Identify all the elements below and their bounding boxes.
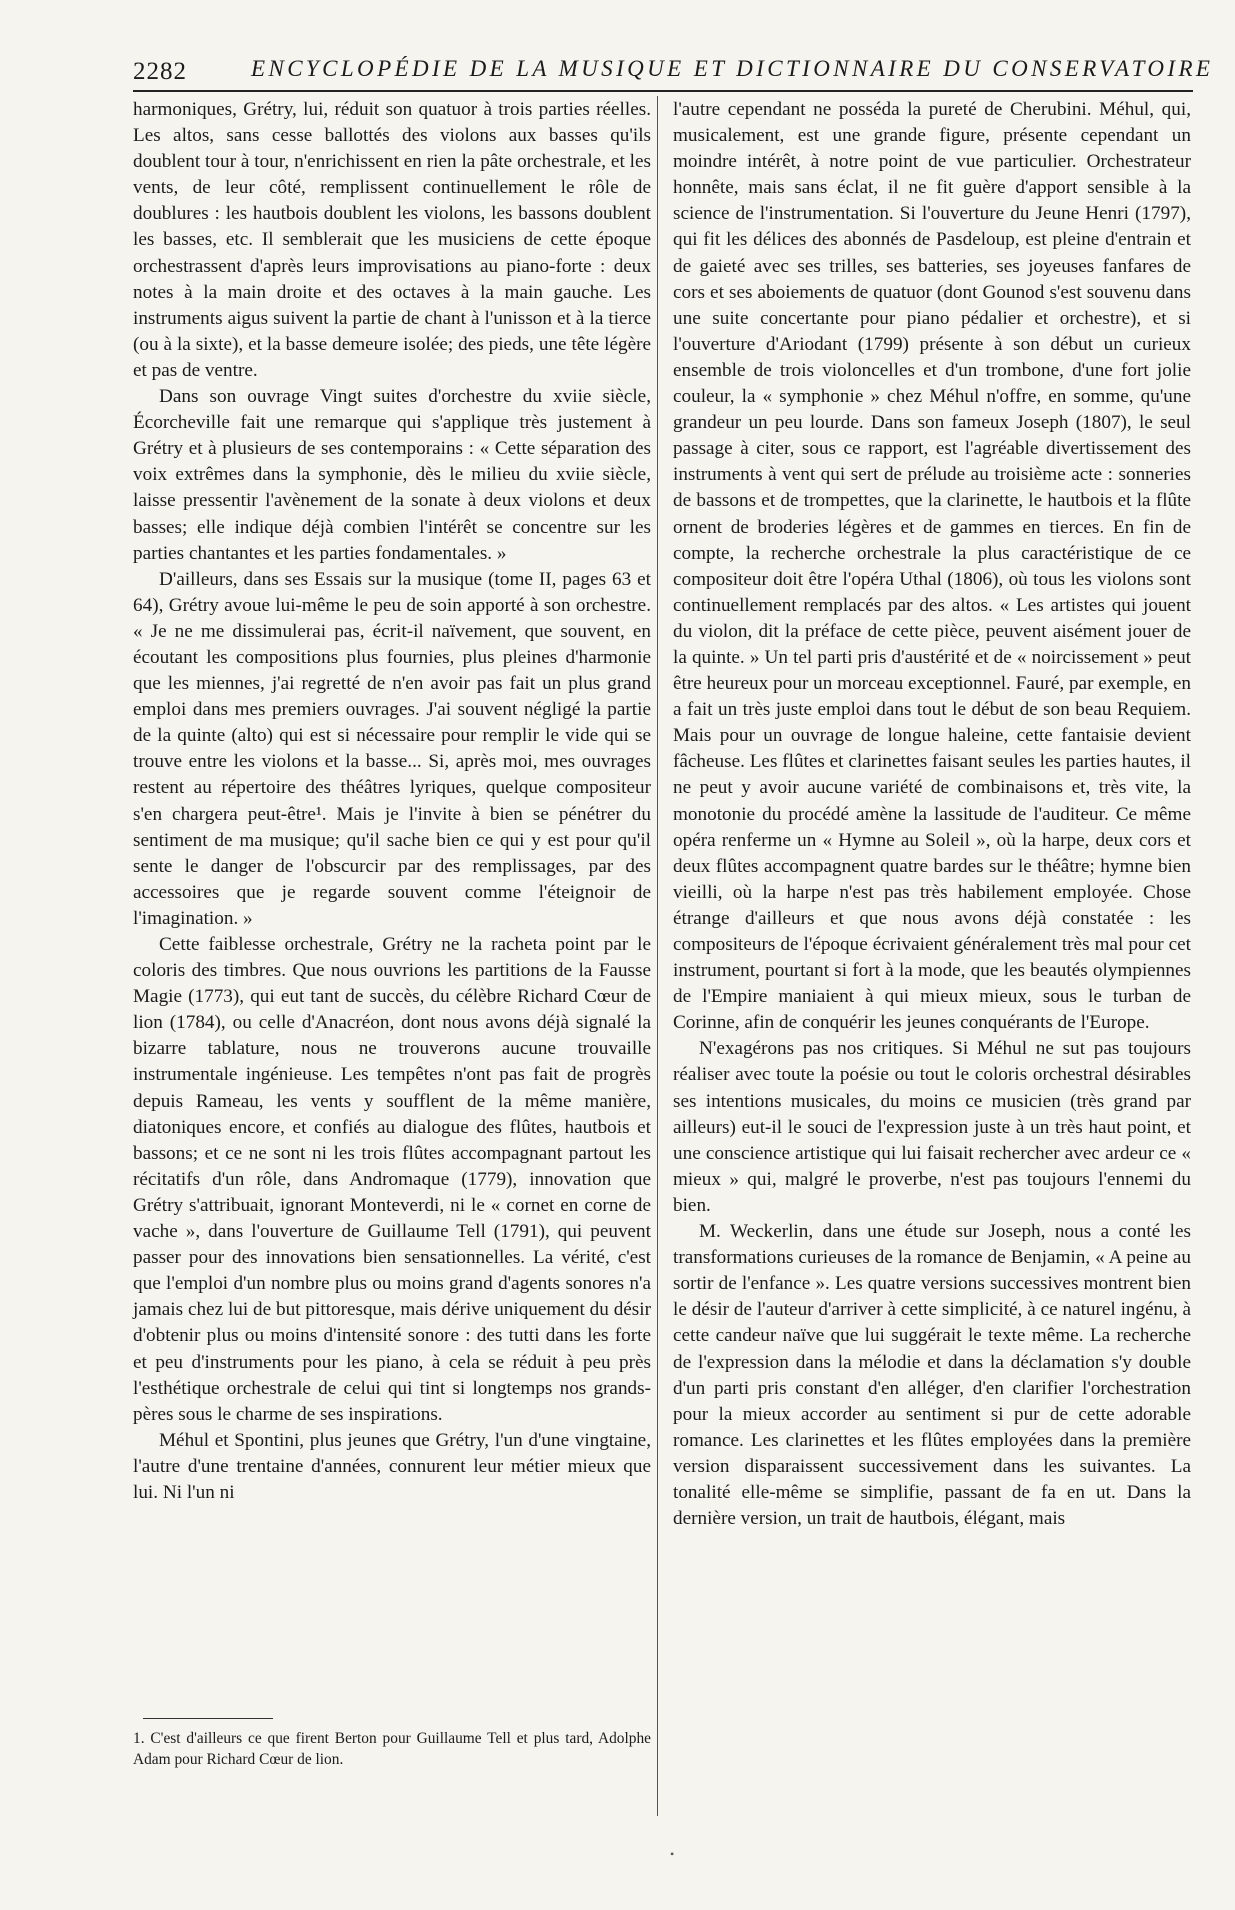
page-number: 2282 — [133, 58, 187, 85]
paragraph: Méhul et Spontini, plus jeunes que Grétry, l'un d'une vingtaine, l'autre d'une trentaine d'années, connurent leur métier mieux que lui. Ni l'un ni — [133, 1429, 651, 1503]
paragraph: Dans son ouvrage Vingt suites d'orchestre du xviie siècle, Écorcheville fait une remarque qui s'applique très justement à Grétry et à plusieurs de ses contemporains : « Cette séparation des voix extrêmes dans la symphonie, dès le milieu du xviie siècle, laisse pressentir l'avènement de la sonate à deux violons et deux basses; elle indique déjà combien l'intérêt se concentre sur les parties chantantes et les parties fondamentales. » — [133, 386, 651, 564]
paragraph: D'ailleurs, dans ses Essais sur la musique (tome II, pages 63 et 64), Grétry avoue lui-même le peu de soin apporté à son orchestre. « Je ne me dissimulerai pas, écrit-il naïvement, que souvent, en écoutant les compositions plus fournies, plus pleines d'harmonie que les miennes, j'ai regretté de n'en avoir pas fait un plus grand emploi dans mes premiers ouvrages. J'ai souvent négligé la partie de la quinte (alto) qui est si nécessaire pour remplir le vide qui se trouve entre les violons et la basse... Si, après moi, mes ouvrages restent au répertoire des théâtres lyriques, quelque compositeur s'en chargera peut-être¹. Mais je l'invite à bien se pénétrer du sentiment de ma musique; qu'il sache bien ce qui y est pour qu'il sente le danger de l'obscurcir par des remplissages, par des accessoires que je regarde souvent comme l'éteignoir de l'imagination. » — [133, 568, 651, 929]
right-column — [673, 97, 1191, 1532]
running-header — [133, 56, 1214, 92]
running-title: ENCYCLOPÉDIE DE LA MUSIQUE ET DICTIONNAIRE DU CONSERVATOIRE — [251, 56, 1214, 81]
page-mark: • — [670, 1847, 675, 1861]
paragraph: Cette faiblesse orchestrale, Grétry ne la racheta point par le coloris des timbres. Que nous ouvrions les partitions de la Fausse Magie (1773), qui eut tant de succès, du célèbre Richard Cœur de lion (1784), ou celle d'Anacréon, dont nous avons déjà signalé la bizarre tablature, nous ne trouverons aucune trouvaille instrumentale ingénieuse. Les tempêtes n'ont pas fait de progrès depuis Rameau, les vents y soufflent de la même manière, diatoniques encore, et confiés au dialogue des flûtes, hautbois et bassons; et ce ne sont ni les trois flûtes accompagnant partout les récitatifs d'un rôle, dans Andromaque (1779), innovation que Grétry s'attribuait, ignorant Monteverdi, ni le « cornet en corne de vache », dans l'ouverture de Guillaume Tell (1791), qui peuvent passer pour des innovations bien sensationnelles. La vérité, c'est que l'emploi d'un nombre plus ou moins grand d'agents sonores n'a jamais chez lui de but pittoresque, mais dérive uniquement du désir d'obtenir plus ou moins d'intensité sonore : des tutti dans les forte et peu d'instruments pour les piano, à cela se réduit à peu près l'esthétique orchestrale de celui qui tint si longtemps nos grands-pères sous le charme de ses inspirations. — [133, 934, 651, 1425]
footnote: 1. C'est d'ailleurs ce que firent Berton pour Guillaume Tell et plus tard, Adolphe Adam pour Richard Cœur de lion. — [133, 1730, 651, 1768]
paragraph: harmoniques, Grétry, lui, réduit son quatuor à trois parties réelles. Les altos, sans cesse ballottés des violons aux basses qu'ils doublent tour à tour, n'enrichissent en rien la pâte orchestrale, et les vents, de leur côté, remplissent continuellement le rôle de doublures : les hautbois doublent les violons, les bassons doublent les basses, etc. Il semblerait que les musiciens de cette époque orchestrassent d'après leurs improvisations au piano-forte : deux notes à la main droite et des octaves à la main gauche. Les instruments aigus suivent la partie de chant à l'unisson et à la tierce (ou à la sixte), et la basse demeure isolée; des pieds, une tête légère et pas de ventre. — [133, 99, 651, 381]
footnote-rule — [143, 1718, 273, 1719]
left-column — [133, 97, 651, 1506]
paragraph: M. Weckerlin, dans une étude sur Joseph, nous a conté les transformations curieuses de la romance de Benjamin, « A peine au sortir de l'enfance ». Les quatre versions successives montrent bien le désir de l'auteur d'arriver à cette simplicité, à ce naturel ingénu, à cette candeur naïve que lui suggérait le texte même. La recherche de l'expression dans la mélodie et dans la déclamation s'y double d'un parti pris constant d'en alléger, d'en clarifier l'orchestration pour la mieux accorder au sentiment si pur de cette adorable romance. Les clarinettes et les flûtes employées dans la première version disparaissent successivement dans les suivantes. La tonalité elle-même se simplifie, passant de fa en ut. Dans la dernière version, un trait de hautbois, élégant, mais — [673, 1221, 1191, 1530]
column-divider — [657, 96, 658, 1816]
paragraph: N'exagérons pas nos critiques. Si Méhul ne sut pas toujours réaliser avec toute la poésie ou tout le coloris orchestral désirables ses intentions musicales, du moins ce musicien (très grand par ailleurs) eut-il le souci de l'expression juste à un très haut point, et une conscience artistique qui lui faisait rechercher avec ardeur ce « mieux » qui, malgré le proverbe, n'est pas toujours l'ennemi du bien. — [673, 1038, 1191, 1216]
paragraph: l'autre cependant ne posséda la pureté de Cherubini. Méhul, qui, musicalement, est une grande figure, présente cependant un moindre intérêt, à notre point de vue particulier. Orchestrateur honnête, mais sans éclat, il ne fit guère d'apport sensible à la science de l'instrumentation. Si l'ouverture du Jeune Henri (1797), qui fit les délices des abonnés de Pasdeloup, est pleine d'entrain et de gaieté avec ses trilles, ses batteries, ses joyeuses fanfares de cors et ses aboiements de quatuor (dont Gounod s'est souvenu dans une suite concertante pour piano pédalier et orchestre), et si l'ouverture d'Ariodant (1799) présente à son début un curieux ensemble de trois violoncelles et d'un trombone, d'une fort jolie couleur, la « symphonie » chez Méhul n'offre, en somme, qu'une grandeur un peu lourde. Dans son fameux Joseph (1807), le seul passage à citer, sous ce rapport, est l'agréable divertissement des instruments à vent qui sert de prélude au troisième acte : sonneries de bassons et de trompettes, que la clarinette, le hautbois et la flûte ornent de broderies légères et de gammes en tierces. En fin de compte, la recherche orchestrale la plus caractéristique de ce compositeur doit être l'opéra Uthal (1806), où tous les violons sont continuellement remplacés par des altos. « Les artistes qui jouent du violon, dit la préface de cette pièce, peuvent aisément jouer de la quinte. » Un tel parti pris d'austérité et de « noircissement » peut être heureux pour un morceau exceptionnel. Fauré, par exemple, en a fait un très juste emploi dans tout le début de son beau Requiem. Mais pour un ouvrage de longue haleine, cette fantaisie devient fâcheuse. Les flûtes et clarinettes faisant seules les parties hautes, il ne peut y avoir aucune variété de combinaisons et, très vite, la monotonie du procédé amène la lassitude de l'auditeur. Ce même opéra renferme un « Hymne au Soleil », où la harpe, deux cors et deux flûtes accompagnent quatre bardes sur le théâtre; hymne bien vieilli, où la harpe n'est pas très habilement employée. Chose étrange d'ailleurs et que nous avons déjà constatée : les compositeurs de l'époque écrivaient généralement très mal pour cet instrument, pourtant si fort à la mode, que les beautés olympiennes de l'Empire maniaient à qui mieux mieux, sous le turban de Corinne, afin de conquérir les jeunes conquérants de l'Europe. — [673, 99, 1191, 1034]
